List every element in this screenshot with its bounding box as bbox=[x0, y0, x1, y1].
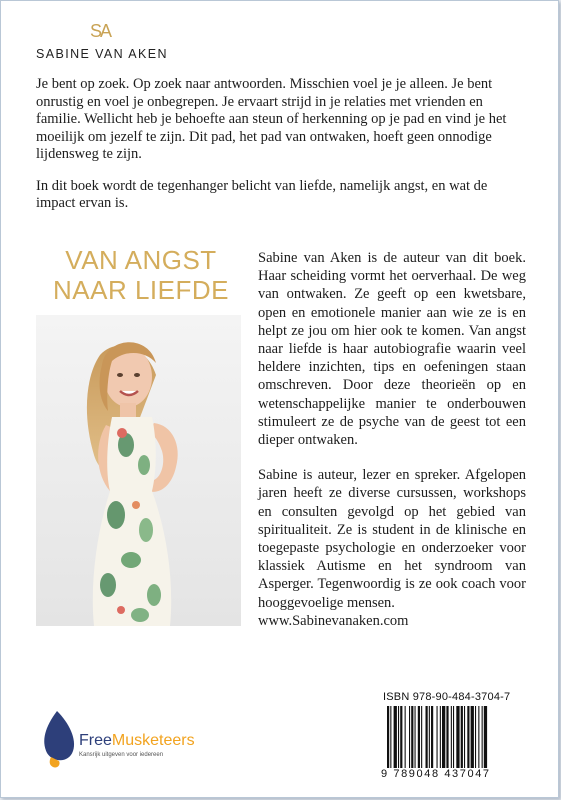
bio-paragraph-1: Sabine van Aken is de auteur van dit boek. Haar scheiding vormt het oerverhaal. De weg van ontwaken. Ze geeft op een kwetsbare, open en emotionele manier aan wie ze is en helpt ze jou om hier ook te komen. Van angst naar liefde is haar autobiografie waarin veel heldere inzichten, tips en oefeningen staan omschreven. Door deze theorieën op en wetenschappelijke manier te onderbouwen stimuleert ze de psyche van de geest tot een dieper ontwaken. bbox=[258, 250, 526, 449]
book-title-line-2: NAAR LIEFDE bbox=[53, 275, 229, 305]
bio-paragraph-2: Sabine is auteur, lezer en spreker. Afgelopen jaren heeft ze diverse cursussen, workshops en consulten gevolgd op het gebied van spiritualiteit. Ze is student in de klinische en toegepaste psychologie en onderzoeker voor klassiek Autisme en het syndroom van Asperger. Tegenwoordig is ze ook coach voor hooggevoelige mensen. bbox=[258, 467, 526, 611]
publisher-name bbox=[79, 732, 195, 750]
barcode-bar bbox=[411, 706, 413, 768]
barcode-bar bbox=[415, 706, 416, 768]
barcode-bar bbox=[475, 706, 476, 768]
book-title-line-1: VAN ANGST bbox=[65, 245, 217, 275]
barcode-bar bbox=[467, 706, 469, 768]
barcode-bar bbox=[418, 706, 420, 768]
barcode-bar bbox=[446, 706, 448, 768]
intro-paragraph-2: In dit boek wordt de tegenhanger belicht van liefde, namelijk angst, en wat de impact ervan is. bbox=[36, 177, 488, 211]
author-website-link[interactable]: www.Sabinevanaken.com bbox=[258, 612, 409, 629]
barcode-bar bbox=[387, 706, 389, 768]
author-portrait-illustration bbox=[36, 315, 241, 626]
barcode-bar bbox=[456, 706, 459, 768]
barcode-bar bbox=[398, 706, 399, 768]
barcode-bar bbox=[431, 706, 433, 768]
isbn-text: ISBN 978-90-484-3704-7 bbox=[383, 691, 511, 703]
sa-monogram-logo: SA bbox=[90, 21, 111, 41]
feather-drop-icon bbox=[39, 709, 79, 769]
barcode-bar bbox=[484, 706, 487, 768]
ean-digits: 9 789048 437047 bbox=[381, 768, 491, 780]
barcode-bar bbox=[478, 706, 479, 768]
barcode-bar bbox=[471, 706, 474, 768]
barcode-icon bbox=[381, 706, 531, 768]
intro-text bbox=[36, 76, 526, 227]
barcode-bar bbox=[482, 706, 483, 768]
barcode-bar bbox=[400, 706, 402, 768]
book-title bbox=[41, 245, 241, 305]
barcode-bar bbox=[429, 706, 430, 768]
barcode-bar bbox=[394, 706, 397, 768]
barcode-bar bbox=[451, 706, 452, 768]
barcode-bar bbox=[453, 706, 454, 768]
author-photo bbox=[36, 315, 241, 626]
barcode-block bbox=[381, 691, 531, 781]
barcode-bar bbox=[405, 706, 406, 768]
barcode-bar bbox=[426, 706, 428, 768]
barcode-bar bbox=[437, 706, 438, 768]
author-bio bbox=[258, 249, 526, 630]
barcode-bar bbox=[440, 706, 441, 768]
author-brand-name: SABINE VAN AKEN bbox=[36, 47, 168, 61]
barcode-bar bbox=[442, 706, 445, 768]
publisher-logo bbox=[39, 709, 209, 769]
barcode-bar bbox=[421, 706, 422, 768]
barcode-bar bbox=[409, 706, 410, 768]
barcode-bar bbox=[464, 706, 465, 768]
publisher-tagline: Kansrijk uitgeven voor iedereen bbox=[79, 752, 164, 758]
barcode-bar bbox=[390, 706, 391, 768]
publisher-name-free: Free bbox=[79, 732, 112, 749]
intro-paragraph-1: Je bent op zoek. Op zoek naar antwoorden. Misschien voel je je alleen. Je bent onrustig en voel je onbegrepen. Je ervaart strijd in je relaties met vrienden en familie. Wellicht heb je behoefte aan steun of herkenning op je pad en vind je het moeilijk om jezelf te zijn. Dit pad, het pad van ontwaken, hoeft geen onnodige lijdensweg te zijn. bbox=[36, 76, 507, 162]
publisher-name-musketeers: Musketeers bbox=[111, 732, 195, 749]
barcode-bar bbox=[461, 706, 463, 768]
